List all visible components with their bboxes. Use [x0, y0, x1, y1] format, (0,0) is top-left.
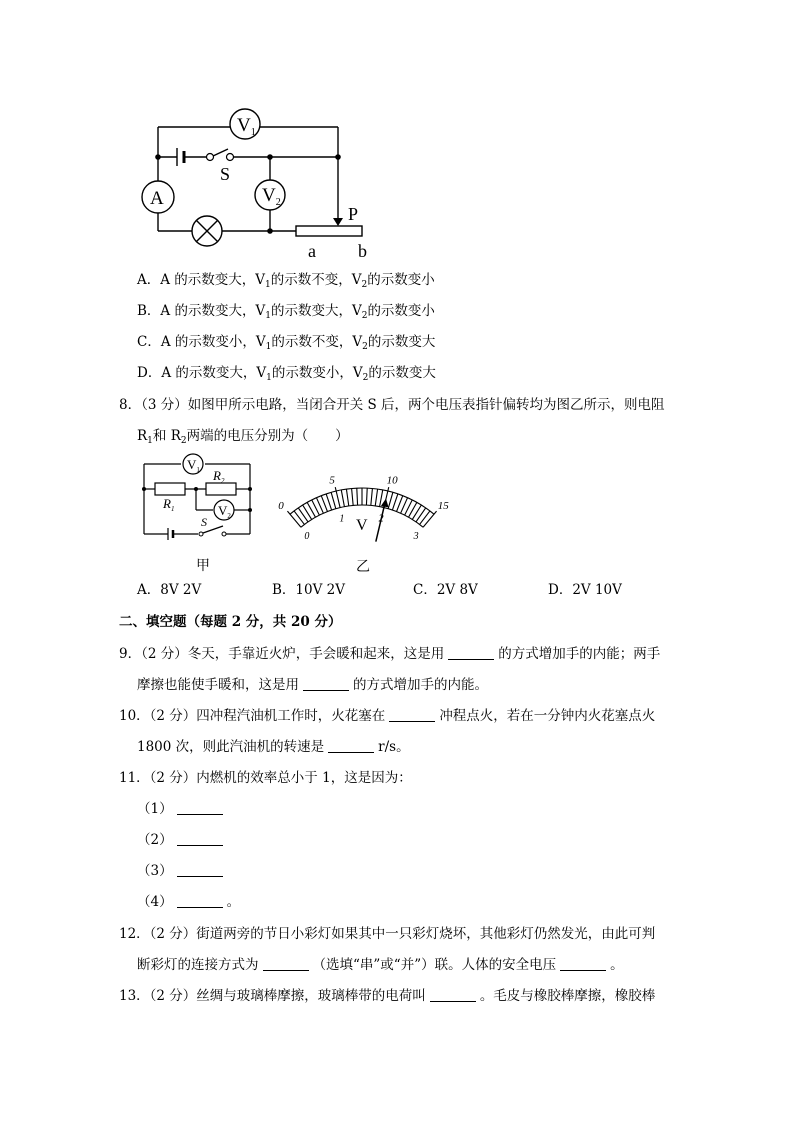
- dial-tick: [420, 511, 430, 525]
- circuit-diagram-q7: [130, 100, 390, 260]
- q8-option-c[interactable]: C．2V 8V: [413, 582, 478, 598]
- dial-tick: [321, 496, 327, 512]
- dial-tick: [341, 490, 344, 507]
- q9-blank-2[interactable]: [303, 676, 349, 691]
- q11-blank-1[interactable]: [177, 800, 223, 815]
- dial-tick: [416, 508, 426, 522]
- dial-tick: [287, 511, 300, 527]
- q10-line2: 1800 次，则此汽油机的转速是 r/s。: [137, 739, 410, 755]
- dial-tick: [366, 488, 367, 505]
- dial-outer-label: 5: [329, 474, 335, 487]
- section-title: 二、填空题（每题 2 分，共 20 分）: [119, 614, 342, 630]
- dial-outer-label: 10: [386, 474, 398, 487]
- q13-blank-1[interactable]: [430, 987, 476, 1002]
- dial-tick: [331, 492, 336, 508]
- dial-tick: [388, 492, 393, 508]
- q11-blank-2[interactable]: [177, 831, 223, 846]
- q10-blank-1[interactable]: [389, 707, 435, 722]
- svg-text:V2: $V_2$: [218, 503, 231, 520]
- svg-text:S: S: [220, 164, 231, 184]
- dial-tick: [352, 488, 354, 505]
- dial-tick: [423, 511, 436, 527]
- dial-tick: [298, 508, 308, 522]
- q8-option-d[interactable]: D．2V 10V: [548, 582, 622, 598]
- q10-blank-2[interactable]: [328, 738, 374, 753]
- dial-outer-label: 15: [437, 500, 449, 513]
- svg-text:S: S: [201, 515, 207, 529]
- q7-option-d[interactable]: D．A 的示数变大，$V_1$的示数变小，$V_2$的示数变大: [137, 365, 436, 383]
- dial-needle-head: [382, 500, 388, 507]
- q13-line1: 13．（2 分）丝绸与玻璃棒摩擦，玻璃棒带的电荷叫 。毛皮与橡胶棒摩擦，橡胶棒: [119, 988, 656, 1004]
- dial-tick: [392, 494, 397, 510]
- dial-inner-label: 3: [413, 530, 419, 542]
- svg-text:V: V: [356, 517, 368, 534]
- q7-option-c[interactable]: C．A 的示数变小，$V_1$的示数不变，$V_2$的示数变大: [137, 334, 436, 352]
- q11-blank-4[interactable]: [177, 893, 223, 908]
- q7-option-b[interactable]: B．A 的示数变大，$V_1$的示数变大，$V_2$的示数变小: [137, 303, 435, 321]
- q12-blank-2[interactable]: [560, 956, 606, 971]
- dial-tick: [375, 489, 377, 506]
- dial-tick: [346, 489, 348, 506]
- q11-item-2: （2）: [137, 831, 227, 849]
- q12-line1: 12．（2 分）街道两旁的节日小彩灯如果其中一只彩灯烧坏，其他彩灯仍然发光，由此可判: [119, 926, 656, 942]
- svg-text:a: a: [308, 241, 316, 260]
- q9-blank-1[interactable]: [448, 645, 494, 660]
- q11-item-4: （4） 。: [137, 894, 241, 910]
- svg-text:A: A: [150, 188, 164, 209]
- q12-line2: 断彩灯的连接方式为 （选填“串”或“并”）联。人体的安全电压 。: [137, 957, 624, 973]
- q9-line1: 9．（2 分）冬天，手靠近火炉，手会暖和起来，这是用 的方式增加手的内能；两手: [119, 646, 661, 662]
- svg-text:甲: 甲: [196, 559, 210, 574]
- dial-tick: [397, 496, 403, 512]
- dial-tick: [371, 488, 373, 505]
- voltmeter-dial-yi: [270, 450, 455, 580]
- svg-text:V1: $V_1$: [187, 457, 200, 474]
- q8-option-b[interactable]: B．10V 2V: [272, 582, 345, 598]
- q11-stem: 11．（2 分）内燃机的效率总小于 1，这是因为：: [119, 770, 412, 786]
- q11-item-1: （1）: [137, 800, 227, 818]
- svg-text:P: P: [348, 204, 359, 224]
- svg-text:乙: 乙: [356, 560, 370, 575]
- q8-stem-line1: 8．（3 分）如图甲所示电路，当闭合开关 S 后，两个电压表指针偏转均为图乙所示，则电阻: [119, 397, 665, 413]
- circuit-diagram-jia: [128, 448, 268, 578]
- q10-line1: 10．（2 分）四冲程汽油机工作时，火花塞在 冲程点火，若在一分钟内火花塞点火: [119, 708, 656, 724]
- dial-tick: [326, 494, 331, 510]
- q11-blank-3[interactable]: [177, 862, 223, 877]
- svg-text:R1: $R_1$: [163, 496, 175, 513]
- q8-option-a[interactable]: A．8V 2V: [137, 582, 202, 598]
- svg-text:b: b: [358, 241, 367, 260]
- svg-text:R2: $R_2$: [213, 468, 225, 485]
- svg-text:V2: $V_2$: [262, 185, 281, 208]
- q8-stem-line2: $R_1$和 $R_2$两端的电压分别为（ ）: [137, 428, 349, 446]
- svg-text:V1: $V_1$: [237, 115, 256, 138]
- dial-inner-label: 1: [339, 513, 345, 525]
- q12-blank-1[interactable]: [263, 956, 309, 971]
- dial-outer-label: 0: [278, 500, 284, 513]
- q7-option-a[interactable]: A．A 的示数变大，$V_1$的示数不变，$V_2$的示数变小: [137, 272, 435, 290]
- dial-tick: [357, 488, 358, 505]
- dial-inner-label: 2: [378, 513, 384, 525]
- dial-inner-label: 0: [304, 530, 310, 542]
- q9-line2: 摩擦也能使手暖和，这是用 的方式增加手的内能。: [137, 677, 488, 693]
- q11-item-3: （3）: [137, 862, 227, 880]
- dial-tick: [294, 511, 304, 525]
